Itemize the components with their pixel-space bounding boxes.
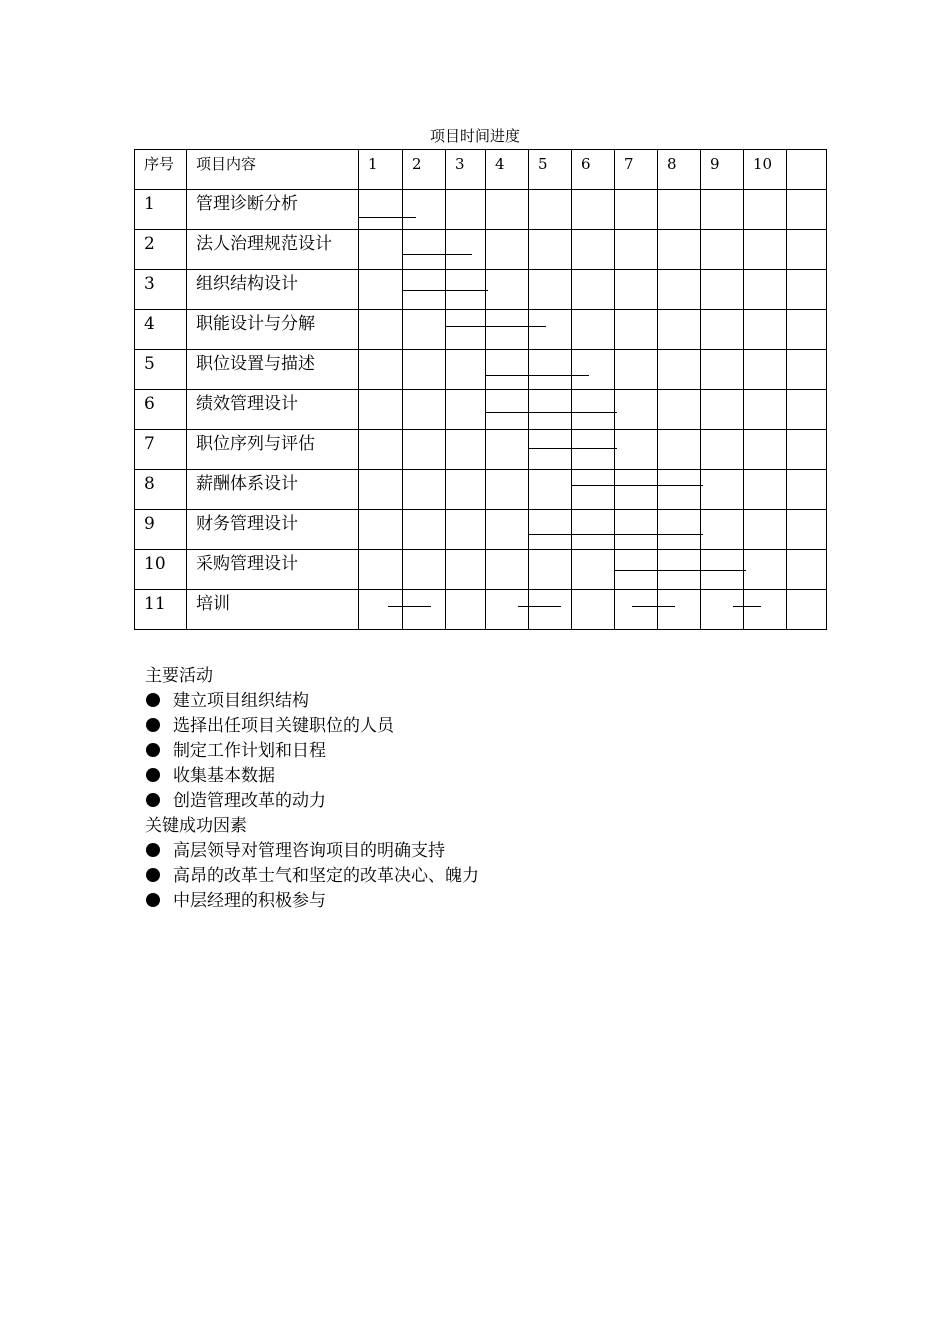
week-cell [486,270,529,310]
bullet-list-item [145,839,479,864]
success-factors-list [145,839,479,914]
bullet-list-item [145,739,479,764]
project-schedule-table [134,149,827,630]
seq-cell [135,310,187,350]
header-week-cell [446,150,486,190]
week-cell [446,430,486,470]
success-factors-heading: 关键成功因素 [145,816,247,836]
week-cell [701,510,744,550]
seq-cell [135,430,187,470]
task-name: 采购管理设计 [196,554,298,574]
week-cell [486,190,529,230]
header-seq-cell [135,150,187,190]
week-cell [744,590,787,630]
header-week-label: 4 [495,155,505,173]
table-row [135,230,827,270]
week-cell [446,190,486,230]
week-cell [572,350,615,390]
week-cell [701,190,744,230]
week-cell [359,190,403,230]
week-cell [359,350,403,390]
bullet-dot-icon [146,693,160,707]
bullet-text: 收集基本数据 [173,766,275,786]
header-seq-label: 序号 [144,155,175,173]
week-cell [359,510,403,550]
week-cell [446,470,486,510]
week-cell [787,230,827,270]
task-name-cell [187,510,359,550]
week-cell [529,510,572,550]
header-name-cell [187,150,359,190]
week-cell [658,310,701,350]
week-cell [529,590,572,630]
week-cell [359,270,403,310]
table-row [135,430,827,470]
header-week-cell [658,150,701,190]
week-cell [403,390,446,430]
header-week-cell [701,150,744,190]
week-cell [615,230,658,270]
week-cell [572,510,615,550]
task-name: 财务管理设计 [196,514,298,534]
task-name-cell [187,270,359,310]
task-name-cell [187,390,359,430]
bullet-dot-icon [146,718,160,732]
bullet-text: 中层经理的积极参与 [173,891,326,911]
week-cell [572,310,615,350]
seq-number: 3 [144,274,155,294]
seq-number: 1 [144,194,155,214]
notes-section [145,664,479,914]
week-cell [529,430,572,470]
week-cell [486,510,529,550]
week-cell [615,470,658,510]
week-cell [486,590,529,630]
week-cell [615,550,658,590]
week-cell [359,310,403,350]
week-cell [446,590,486,630]
week-cell [486,470,529,510]
week-cell [787,190,827,230]
week-cell [572,550,615,590]
week-cell [701,590,744,630]
week-cell [572,190,615,230]
header-week-cell [615,150,658,190]
header-week-cell [529,150,572,190]
week-cell [701,270,744,310]
week-cell [529,470,572,510]
main-activities-heading: 主要活动 [145,666,213,686]
header-week-cell [572,150,615,190]
week-cell [486,310,529,350]
week-cell [701,390,744,430]
bullet-list-item [145,714,479,739]
week-cell [486,230,529,270]
week-cell [403,550,446,590]
week-cell [403,310,446,350]
week-cell [403,470,446,510]
week-cell [701,470,744,510]
seq-number: 2 [144,234,155,254]
week-cell [615,390,658,430]
week-cell [529,270,572,310]
table-row [135,350,827,390]
week-cell [658,510,701,550]
week-cell [446,390,486,430]
header-week-label: 8 [667,155,677,173]
week-cell [486,390,529,430]
header-week-cell [359,150,403,190]
task-name: 法人治理规范设计 [196,234,332,254]
week-cell [615,510,658,550]
task-name: 职位设置与描述 [196,354,315,374]
bullet-text: 建立项目组织结构 [173,691,309,711]
header-week-label: 3 [455,155,465,173]
seq-number: 8 [144,474,155,494]
table-row [135,310,827,350]
seq-number: 5 [144,354,155,374]
task-name: 职位序列与评估 [196,434,315,454]
seq-cell [135,390,187,430]
task-name: 组织结构设计 [196,274,298,294]
week-cell [615,190,658,230]
bullet-dot-icon [146,893,160,907]
week-cell [744,350,787,390]
task-name-cell [187,550,359,590]
seq-cell [135,590,187,630]
week-cell [446,310,486,350]
week-cell [446,270,486,310]
seq-number: 10 [144,554,166,574]
week-cell [744,550,787,590]
week-cell [701,430,744,470]
bullet-dot-icon [146,843,160,857]
week-cell [701,310,744,350]
week-cell [446,550,486,590]
week-cell [787,510,827,550]
week-cell [787,430,827,470]
week-cell [403,350,446,390]
seq-number: 6 [144,394,155,414]
task-name: 职能设计与分解 [196,314,315,334]
week-cell [615,310,658,350]
table-row [135,390,827,430]
bullet-dot-icon [146,868,160,882]
task-name: 薪酬体系设计 [196,474,298,494]
bullet-list-item [145,889,479,914]
week-cell [658,230,701,270]
week-cell [486,550,529,590]
week-cell [787,350,827,390]
bullet-text: 选择出任项目关键职位的人员 [173,716,394,736]
main-activities-list [145,689,479,814]
week-cell [359,230,403,270]
week-cell [615,350,658,390]
header-week-label [787,150,826,154]
week-cell [446,230,486,270]
week-cell [701,230,744,270]
week-cell [403,190,446,230]
week-cell [787,310,827,350]
table-row [135,470,827,510]
week-cell [658,550,701,590]
bullet-list-item [145,864,479,889]
task-name-cell [187,230,359,270]
header-week-label: 7 [624,155,634,173]
bullet-text: 制定工作计划和日程 [173,741,326,761]
week-cell [658,190,701,230]
week-cell [403,230,446,270]
week-cell [744,470,787,510]
seq-cell [135,190,187,230]
table-row [135,190,827,230]
week-cell [486,430,529,470]
week-cell [446,350,486,390]
week-cell [744,270,787,310]
schedule-caption: 项目时间进度 [429,127,520,145]
week-cell [359,590,403,630]
header-week-label: 1 [368,155,378,173]
week-cell [615,270,658,310]
week-cell [787,550,827,590]
week-cell [529,310,572,350]
week-cell [658,470,701,510]
week-cell [359,550,403,590]
week-cell [486,350,529,390]
bullet-dot-icon [146,768,160,782]
table-row [135,550,827,590]
week-cell [744,190,787,230]
week-cell [529,550,572,590]
week-cell [615,430,658,470]
week-cell [658,430,701,470]
seq-cell [135,470,187,510]
seq-number: 4 [144,314,155,334]
week-cell [701,350,744,390]
bullet-dot-icon [146,793,160,807]
week-cell [615,590,658,630]
week-cell [744,230,787,270]
week-cell [403,270,446,310]
header-week-label: 2 [412,155,422,173]
header-week-label: 9 [710,155,720,173]
week-cell [787,590,827,630]
week-cell [744,430,787,470]
task-name: 绩效管理设计 [196,394,298,414]
week-cell [359,430,403,470]
seq-cell [135,350,187,390]
week-cell [658,350,701,390]
week-cell [744,510,787,550]
week-cell [529,230,572,270]
week-cell [701,550,744,590]
week-cell [658,270,701,310]
task-name: 管理诊断分析 [196,194,298,214]
bullet-dot-icon [146,743,160,757]
table-row [135,590,827,630]
bullet-list-item [145,789,479,814]
week-cell [787,270,827,310]
header-week-cell [403,150,446,190]
week-cell [403,430,446,470]
task-name-cell [187,470,359,510]
week-cell [359,390,403,430]
header-week-cell [787,150,827,190]
week-cell [787,390,827,430]
task-name-cell [187,190,359,230]
seq-cell [135,270,187,310]
week-cell [658,590,701,630]
header-week-cell [744,150,787,190]
week-cell [529,350,572,390]
task-name-cell [187,430,359,470]
seq-number: 9 [144,514,155,534]
header-week-label: 5 [538,155,548,173]
seq-number: 11 [144,594,166,614]
header-week-cell [486,150,529,190]
week-cell [529,390,572,430]
task-name-cell [187,350,359,390]
bullet-list-item [145,689,479,714]
header-name-label: 项目内容 [196,155,257,173]
seq-cell [135,510,187,550]
week-cell [744,310,787,350]
seq-cell [135,230,187,270]
week-cell [529,190,572,230]
week-cell [572,390,615,430]
week-cell [446,510,486,550]
week-cell [403,510,446,550]
week-cell [744,390,787,430]
bullet-list-item [145,764,479,789]
week-cell [572,430,615,470]
week-cell [572,230,615,270]
week-cell [572,270,615,310]
week-cell [658,390,701,430]
bullet-text: 高层领导对管理咨询项目的明确支持 [173,841,445,861]
week-cell [787,470,827,510]
week-cell [403,590,446,630]
table-row [135,270,827,310]
seq-number: 7 [144,434,155,454]
task-name-cell [187,590,359,630]
task-name: 培训 [196,594,230,614]
header-week-label: 6 [581,155,591,173]
task-name-cell [187,310,359,350]
bullet-text: 创造管理改革的动力 [173,791,326,811]
week-cell [572,470,615,510]
seq-cell [135,550,187,590]
table-row [135,510,827,550]
bullet-text: 高昂的改革士气和坚定的改革决心、魄力 [173,866,479,886]
week-cell [572,590,615,630]
header-week-label: 10 [753,155,773,173]
table-header-row [135,150,827,190]
week-cell [359,470,403,510]
